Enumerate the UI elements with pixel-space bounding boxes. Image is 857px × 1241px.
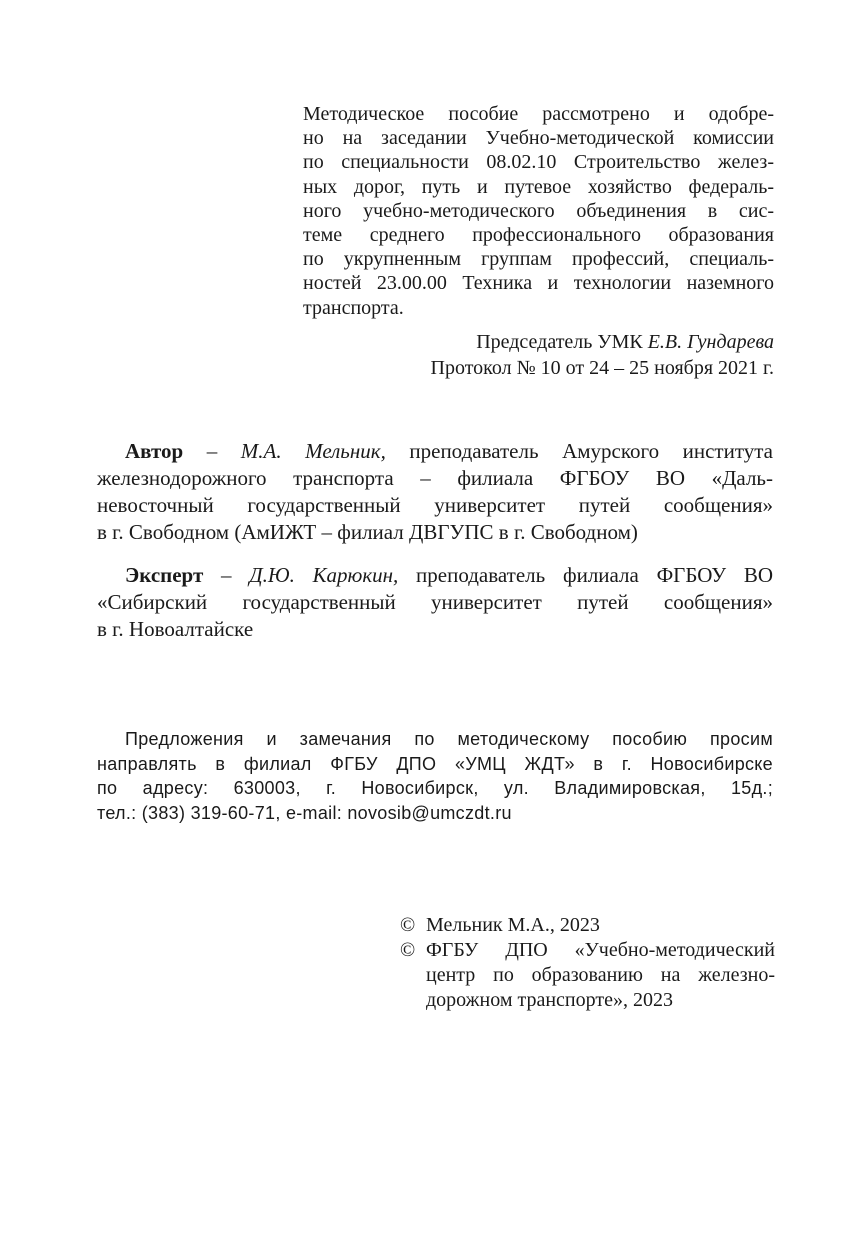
author-line: невосточный государственный университет путей сообщения» [97,493,773,517]
expert-line: в г. Новоалтайске [97,617,254,641]
approval-line: ного учебно-методического объединения в сис- [303,199,774,222]
approval-line: но на заседании Учебно-методической комиссии [303,127,774,150]
approval-line: ностей 23.00.00 Техника и технологии наземного [303,272,774,295]
feedback-line: Предложения и замечания по методическому пособию просим [125,729,773,749]
expert-role: Эксперт [125,563,204,587]
approval-line: ных дорог, путь и путевое хозяйство федераль- [303,175,774,198]
copyright-block [400,913,775,1013]
feedback-line: по адресу: 630003, г. Новосибирск, ул. Владимировская, 15д.; [97,778,773,798]
copyright-line: дорожном транспорте», 2023 [426,989,673,1011]
author-position: преподаватель Амурского института [385,439,773,463]
expert-name: Д.Ю. Карюкин, [249,563,399,587]
approval-signature [303,329,774,381]
author-line: железнодорожного транспорта – филиала ФГБОУ ВО «Даль- [97,466,773,490]
feedback-paragraph [97,727,773,825]
author-name: М.А. Мельник, [240,439,386,463]
approval-line: транспорта. [303,296,404,319]
author-first-line [97,438,773,465]
approval-line: по укрупненным группам профессий, специаль- [303,248,774,271]
chair-label: Председатель УМК [476,331,648,353]
author-dash: – [183,439,241,463]
feedback-line: тел.: (383) 319-60-71, e-mail: novosib@umczdt.ru [97,802,512,823]
copyright-sign: © [400,914,416,936]
approval-line: Методическое пособие рассмотрено и одобре- [303,103,774,125]
approval-line: по специальности 08.02.10 Строительство желез- [303,151,774,174]
approval-line: теме среднего профессионального образования [303,224,774,247]
expert-line: «Сибирский государственный университет путей сообщения» [97,590,773,614]
expert-paragraph [97,562,773,643]
copyright-sign: © [400,939,416,961]
copyright-line: Мельник М.А., 2023 [426,914,600,936]
chair-name: Е.В. Гундарева [647,331,774,353]
expert-first-line [97,562,773,589]
approval-paragraph [303,102,774,320]
expert-position: преподаватель филиала ФГБОУ ВО [398,563,774,587]
author-paragraph [97,438,773,546]
expert-dash: – [203,563,250,587]
copyright-line: ФГБУ ДПО «Учебно-методический [426,939,775,961]
copyright-publisher [400,938,775,1013]
author-line: в г. Свободном (АмИЖТ – филиал ДВГУПС в г. Свободном) [97,520,638,544]
copyright-author [400,913,775,938]
author-role: Автор [125,439,184,463]
chair-line [303,329,774,355]
protocol-line: Протокол № 10 от 24 – 25 ноября 2021 г. [430,357,774,379]
copyright-line: центр по образованию на железно- [426,964,775,986]
feedback-line: направлять в филиал ФГБУ ДПО «УМЦ ЖДТ» в г. Новосибирске [97,753,773,774]
